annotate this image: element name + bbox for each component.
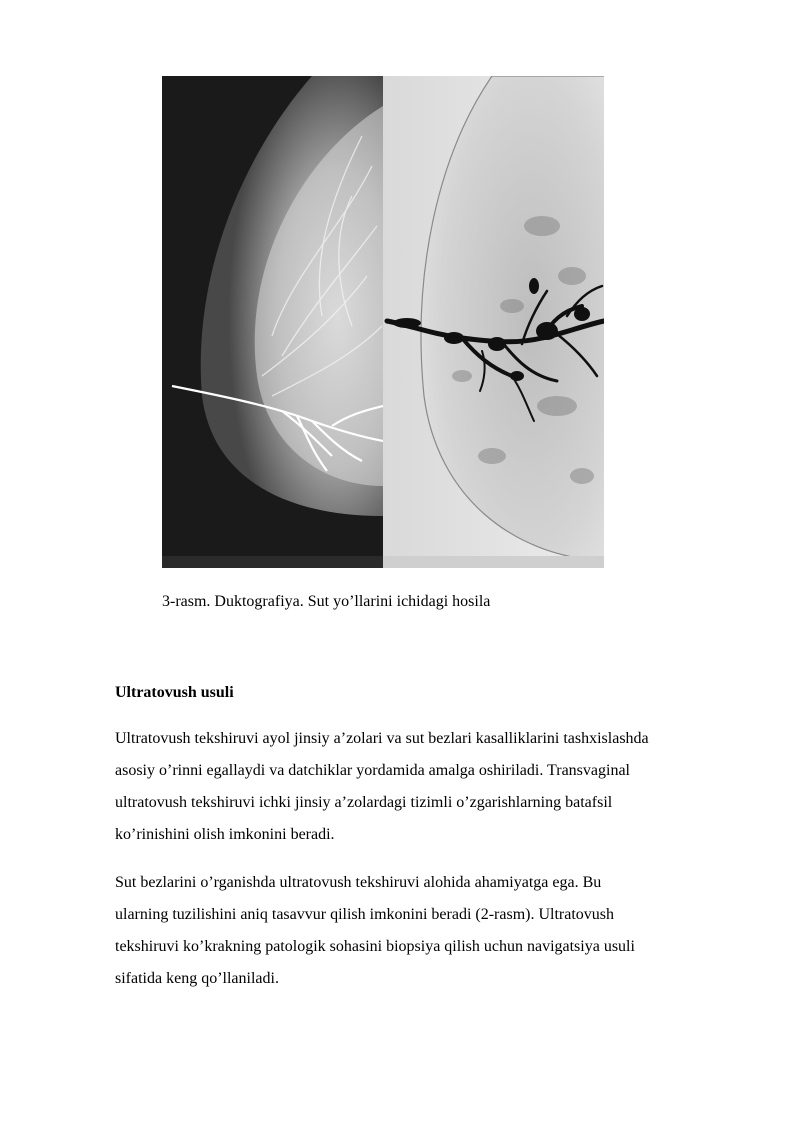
paragraph-1 (115, 723, 755, 851)
ductography-image (162, 76, 604, 568)
figure-caption: 3-rasm. Duktografiya. Sut yo’llarini ichidagi hosila (162, 593, 491, 610)
paragraph-line: tekshiruvi ko’krakning patologik sohasini biopsiya qilish uchun navigatsiya usuli (115, 938, 635, 955)
paragraph-line: ularning tuzilishini aniq tasavvur qilish imkonini beradi (2-rasm). Ultratovush (115, 906, 615, 923)
paragraph-line: asosiy o’rinni egallaydi va datchiklar yordamida amalga oshiriladi. Transvaginal (115, 762, 630, 779)
right-mammogram-panel (383, 76, 604, 568)
ductography-figure (162, 76, 604, 568)
paragraph-line: ko’rinishini olish imkonini beradi. (115, 826, 335, 843)
left-mammogram-panel (162, 76, 383, 568)
paragraph-line: Sut bezlarini o’rganishda ultratovush tekshiruvi alohida ahamiyatga ega. Bu (115, 874, 602, 891)
paragraph-2 (115, 867, 755, 995)
paragraph-line: sifatida keng qo’llaniladi. (115, 970, 279, 987)
paragraph-line: ultratovush tekshiruvi ichki jinsiy a’zolardagi tizimli o’zgarishlarning batafsil (115, 794, 613, 811)
section-heading: Ultratovush usuli (115, 684, 234, 701)
paragraph-line: Ultratovush tekshiruvi ayol jinsiy a’zolari va sut bezlari kasalliklarini tashxislashda (115, 730, 649, 747)
